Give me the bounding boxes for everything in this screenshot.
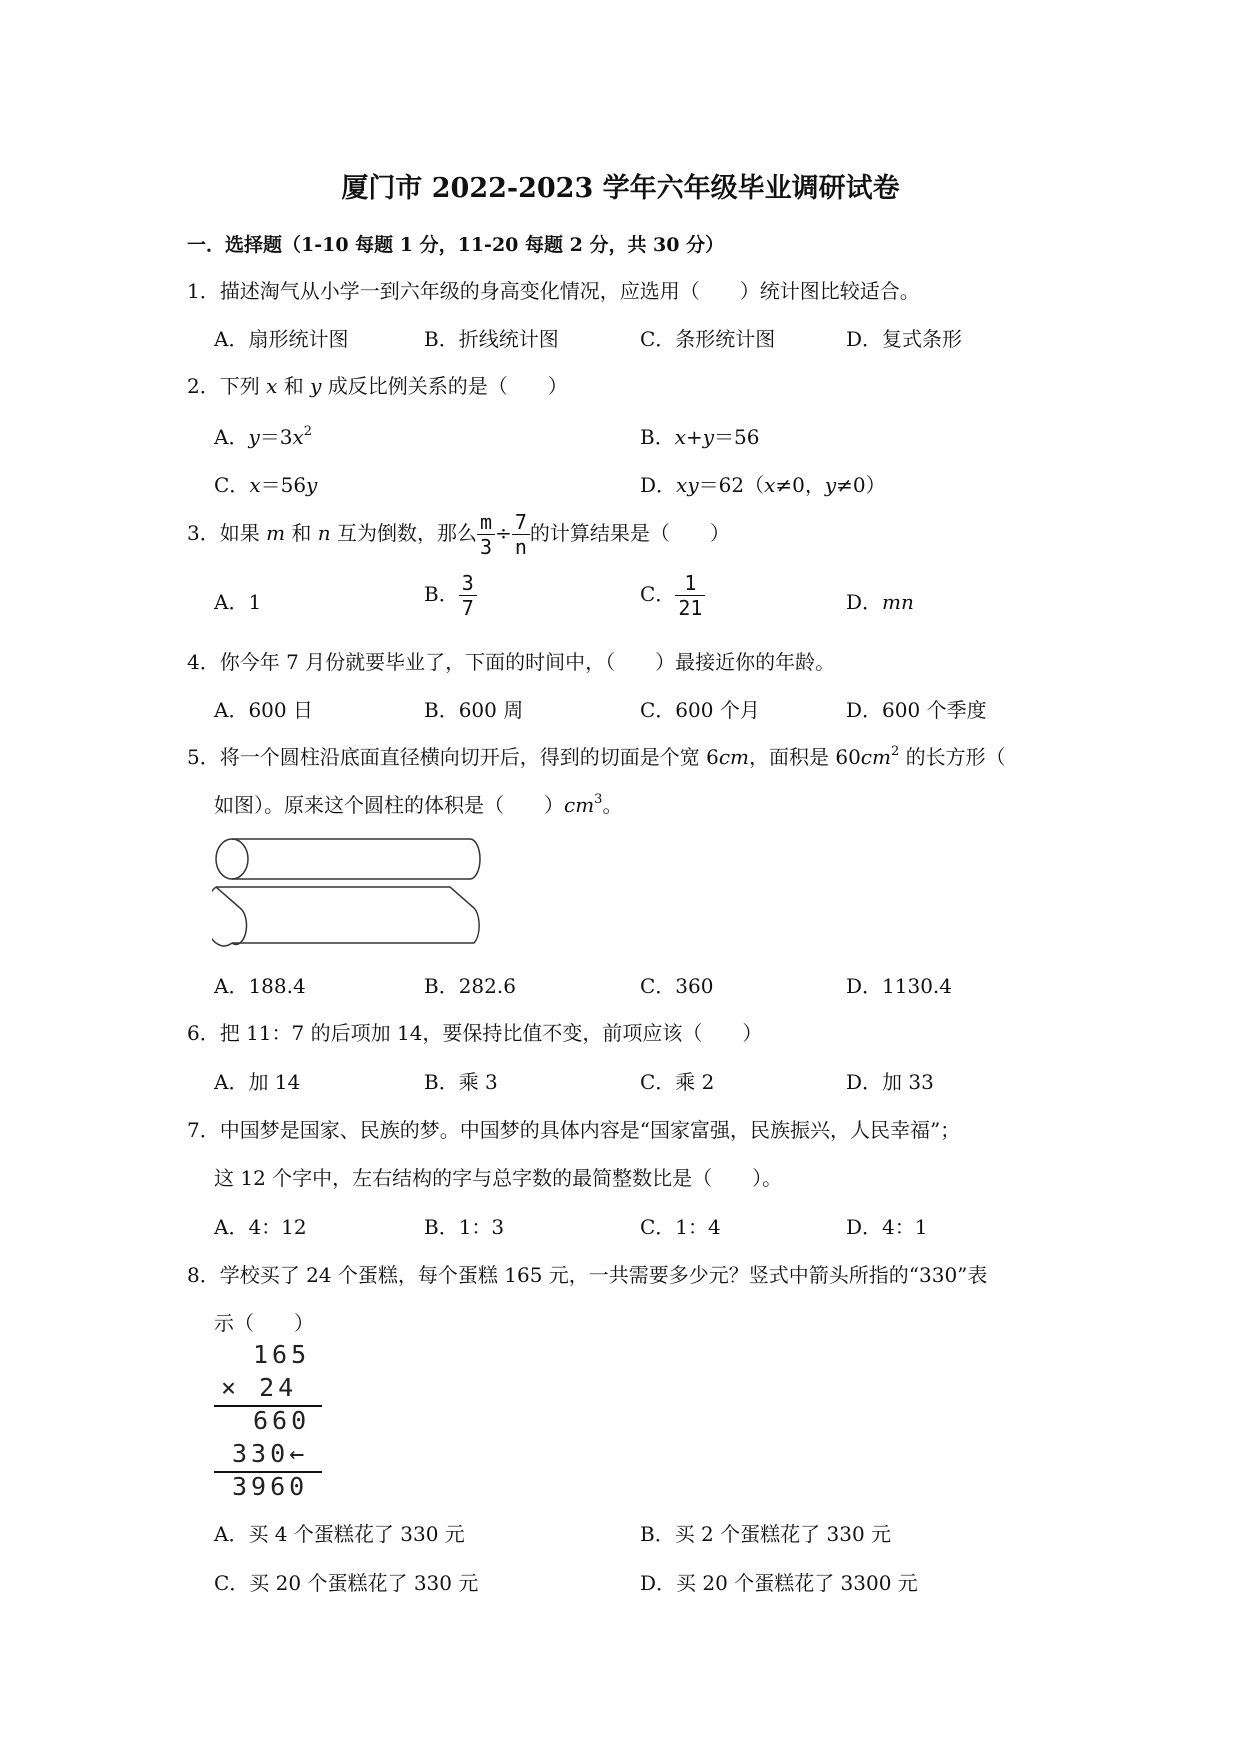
cut-cylinder-figure (212, 835, 482, 947)
q5-option-c: C．360 (640, 974, 714, 998)
q6-option-a: A．加 14 (214, 1070, 301, 1094)
q4-option-c: C．600 个月 (640, 698, 760, 722)
q1-option-d: D．复式条形 (846, 327, 963, 351)
q3-option-c: C． $\frac{1}{21}$ (640, 571, 705, 620)
q5-option-d: D．1130.4 (846, 974, 953, 998)
q1-option-c: C．条形统计图 (640, 327, 776, 351)
q2-option-b: B．x+y＝56 (640, 425, 760, 449)
fraction-3-over-7: $\frac{3}{7}$ (459, 571, 477, 620)
q7-option-b: B．1：3 (424, 1215, 505, 1239)
arrow-icon: ← (289, 1439, 309, 1468)
q5-option-b: B．282.6 (424, 974, 516, 998)
q8-option-d: D．买 20 个蛋糕花了 3300 元 (640, 1571, 918, 1595)
fraction-7-over-n: $\frac{7}{n}$ (512, 510, 530, 559)
section-heading: 一．选择题（1-10 每题 1 分，11-20 每题 2 分，共 30 分） (187, 234, 725, 256)
q4-option-b: B．600 周 (424, 698, 524, 722)
q6-option-c: C．乘 2 (640, 1070, 715, 1094)
q1-option-a: A．扇形统计图 (214, 327, 349, 351)
q8-option-c: C．买 20 个蛋糕花了 330 元 (214, 1571, 479, 1595)
lower-half-cylinder (216, 887, 479, 943)
q4-option-a: A．600 日 (214, 698, 313, 722)
calc-partial-1: 660 (253, 1406, 311, 1435)
q6-option-d: D．加 33 (846, 1070, 934, 1094)
question-1: 1．描述淘气从小学一到六年级的身高变化情况，应选用（ ）统计图比较适合。 (187, 279, 920, 303)
q8-option-b: B．买 2 个蛋糕花了 330 元 (640, 1522, 892, 1546)
question-4: 4．你今年 7 月份就要毕业了，下面的时间中，（ ）最接近你的年龄。 (187, 650, 836, 674)
q3-option-a: A．1 (214, 590, 262, 614)
question-8-line-2: 示（ ） (214, 1311, 314, 1335)
calc-product: 3960 (232, 1472, 309, 1501)
question-7-line-2: 这 12 个字中，左右结构的字与总字数的最简整数比是（ ）。 (214, 1166, 783, 1190)
question-5-line-1: 5．将一个圆柱沿底面直径横向切开后，得到的切面是个宽 6cm，面积是 $60cm^2$ 的长方形（ (187, 744, 1006, 769)
fraction-m-over-3: $\frac{m}{3}$ (477, 510, 495, 559)
question-5-line-2: 如图）。原来这个圆柱的体积是（ ）$cm^3$。 (214, 792, 623, 817)
q1-option-b: B．折线统计图 (424, 327, 559, 351)
calc-partial-2: 330← (232, 1439, 309, 1468)
q3-option-d: D．mn (846, 590, 914, 614)
q7-option-d: D．4：1 (846, 1215, 928, 1239)
question-3: 3．如果 m 和 n 互为倒数，那么 $\frac{m}{3}$ ÷ $\frac{7}{n}$ 的计算结果是（ ） (187, 510, 730, 559)
q2-option-a: A．$y=3x^2$ (214, 424, 313, 449)
q3-option-b: B． $\frac{3}{7}$ (424, 571, 477, 620)
upper-half-cylinder (232, 839, 480, 879)
q4-option-d: D．600 个季度 (846, 698, 987, 722)
calc-multiplicand: 165 (253, 1340, 311, 1369)
q7-option-a: A．4：12 (214, 1215, 307, 1239)
q6-option-b: B．乘 3 (424, 1070, 498, 1094)
q2-option-c: C．x＝56y (214, 473, 318, 497)
fraction-1-over-21: $\frac{1}{21}$ (675, 571, 705, 620)
q7-option-c: C．1：4 (640, 1215, 721, 1239)
question-7-line-1: 7．中国梦是国家、民族的梦。中国梦的具体内容是“国家富强，民族振兴，人民幸福”； (187, 1118, 961, 1142)
question-8-line-1: 8．学校买了 24 个蛋糕，每个蛋糕 165 元，一共需要多少元？竖式中箭头所指的“330”表 (187, 1263, 988, 1287)
calc-multiplier: × 24 (221, 1373, 298, 1402)
q8-option-a: A．买 4 个蛋糕花了 330 元 (214, 1522, 465, 1546)
question-2: 2．下列 x 和 y 成反比例关系的是（ ） (187, 374, 568, 398)
q5-option-a: A．188.4 (214, 974, 306, 998)
q2-option-d: D．xy＝62（x≠0，y≠0） (640, 473, 886, 497)
question-6: 6．把 11：7 的后项加 14，要保持比值不变，前项应该（ ） (187, 1021, 763, 1045)
page-title: 厦门市 2022-2023 学年六年级毕业调研试卷 (341, 173, 900, 204)
